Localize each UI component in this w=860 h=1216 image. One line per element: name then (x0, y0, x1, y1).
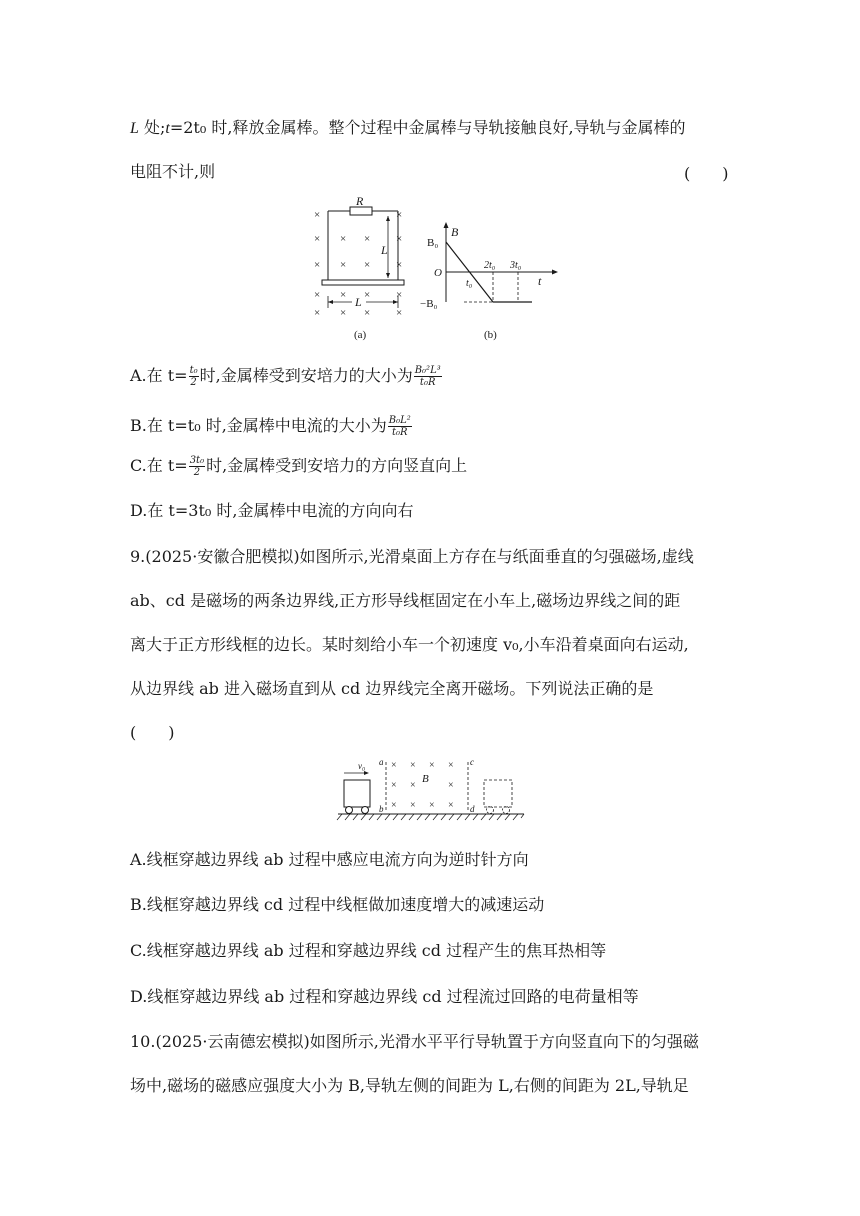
svg-text:×: × (410, 780, 416, 791)
svg-text:×: × (364, 233, 371, 245)
label-c: c (470, 757, 474, 767)
svg-text:×: × (410, 800, 416, 811)
svg-text:×: × (448, 760, 454, 771)
label-a: (a) (354, 329, 367, 341)
svg-text:×: × (314, 259, 321, 271)
option-9A: A.线框穿越边界线 ab 过程中感应电流方向为逆时针方向 (130, 850, 529, 869)
svg-text:×: × (391, 780, 397, 791)
label-L-vertical: L (381, 243, 388, 257)
option-8D: D.在 t=3t₀ 时,金属棒中电流的方向向右 (130, 501, 414, 520)
bt-graph-b (420, 222, 558, 341)
intro-line-1: L 处;t=2t₀ 时,释放金属棒。整个过程中金属棒与导轨接触良好,导轨与金属棒的 (130, 118, 686, 137)
svg-text:×: × (410, 760, 416, 771)
option-9C: C.线框穿越边界线 ab 过程和穿越边界线 cd 过程产生的焦耳热相等 (130, 941, 607, 960)
svg-text:×: × (429, 760, 435, 771)
svg-text:×: × (314, 209, 321, 221)
option-8C: C.在 t= $\frac{\text{3t₀}}{2}$ 时,金属棒受到安培力的方向竖直向上 (130, 455, 468, 478)
label-L-horizontal: L (355, 295, 362, 309)
svg-text:×: × (396, 233, 403, 245)
q9-line-3: 离大于正方形线框的边长。某时刻给小车一个初速度 v₀,小车沿着桌面向右运动, (130, 635, 689, 654)
svg-text:×: × (396, 289, 403, 301)
label-3t0: 3t₀ (510, 260, 522, 271)
answer-paren-q8: ( ) (684, 164, 729, 183)
label-R: R (356, 196, 364, 208)
svg-text:×: × (340, 233, 347, 245)
option-8A: A.在 t= $\frac{\text{t₀}}{2}$ 时,金属棒受到安培力的大小为 $\frac{\text{B₀²L³}}{\text{t₀R}}$ (130, 365, 441, 388)
label-a: a (379, 757, 384, 767)
svg-text:×: × (364, 259, 371, 271)
cart-frame (344, 780, 370, 807)
label-negB0: −B₀ (420, 298, 438, 310)
label-v0: v₀ (358, 761, 366, 771)
circuit-diagram-a (314, 196, 404, 341)
answer-paren-q9: ( ) (130, 723, 175, 742)
svg-text:×: × (391, 800, 397, 811)
label-d: d (470, 804, 475, 814)
svg-text:×: × (340, 307, 347, 319)
label-t0: t₀ (466, 278, 473, 289)
q10-line-1: 10.(2025·云南德宏模拟)如图所示,光滑水平平行导轨置于方向竖直向下的匀强磁 (130, 1032, 699, 1051)
label-b: (b) (484, 329, 497, 341)
q9-line-2: ab、cd 是磁场的两条边界线,正方形导线框固定在小车上,磁场边界线之间的距 (130, 591, 681, 610)
figure-q9 (336, 756, 526, 826)
q9-line-4: 从边界线 ab 进入磁场直到从 cd 边界线完全离开磁场。下列说法正确的是 (130, 679, 654, 698)
label-O: O (434, 267, 442, 279)
option-9B: B.线框穿越边界线 cd 过程中线框做加速度增大的减速运动 (130, 895, 545, 914)
svg-text:×: × (448, 800, 454, 811)
q9-line-1: 9.(2025·安徽合肥模拟)如图所示,光滑桌面上方存在与纸面垂直的匀强磁场,虚线 (130, 547, 694, 566)
label-B0: B₀ (427, 237, 439, 249)
intro-line-2: 电阻不计,则 (130, 162, 216, 181)
svg-text:×: × (314, 289, 321, 301)
option-9D: D.线框穿越边界线 ab 过程和穿越边界线 cd 过程流过回路的电荷量相等 (130, 987, 639, 1006)
svg-text:×: × (396, 307, 403, 319)
resistor-R (350, 207, 372, 215)
option-8B: B.在 t=t₀ 时,金属棒中电流的大小为 $\frac{\text{B₀L²}}{\text{t₀R}}$ (130, 415, 411, 438)
svg-text:×: × (448, 780, 454, 791)
cart-wheel-right (362, 807, 369, 814)
svg-text:×: × (314, 307, 321, 319)
svg-text:×: × (396, 259, 403, 271)
svg-text:×: × (340, 259, 347, 271)
cart-ghost (484, 780, 512, 807)
svg-text:×: × (364, 307, 371, 319)
q10-line-2: 场中,磁场的磁感应强度大小为 B,导轨左侧的间距为 L,右侧的间距为 2L,导轨足 (130, 1076, 689, 1095)
cart-wheel-left (346, 807, 353, 814)
label-b: b (379, 804, 384, 814)
svg-text:×: × (396, 209, 403, 221)
label-2t0: 2t₀ (484, 260, 496, 271)
svg-text:×: × (364, 289, 371, 301)
svg-text:×: × (391, 760, 397, 771)
figure-q8 (300, 196, 570, 346)
svg-text:×: × (314, 233, 321, 245)
svg-text:×: × (340, 289, 347, 301)
label-B: B (422, 773, 429, 785)
label-B-axis: B (451, 225, 459, 239)
metal-rod (322, 280, 404, 285)
svg-text:×: × (429, 800, 435, 811)
label-t-axis: t (538, 274, 542, 288)
